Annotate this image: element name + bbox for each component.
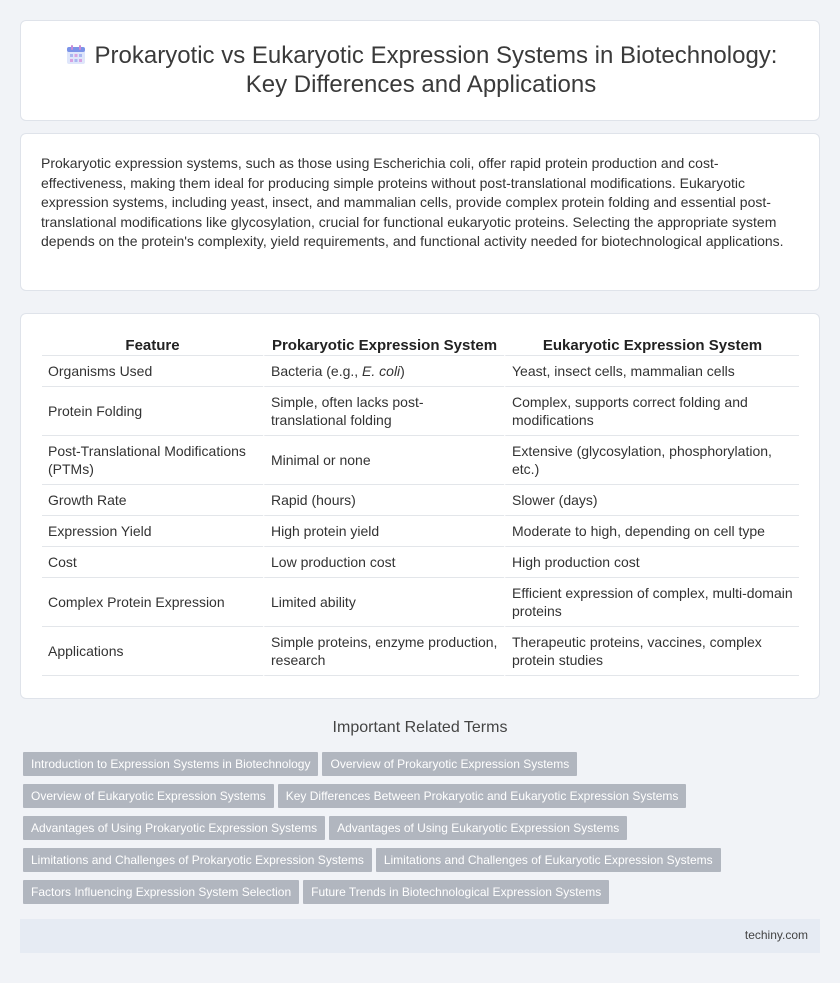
comparison-table [42, 334, 799, 676]
table-row [42, 485, 799, 516]
related-term-tag[interactable]: Limitations and Challenges of Eukaryotic Expression Systems [376, 848, 721, 872]
header-feature: Feature [42, 334, 263, 356]
feature-cell: Organisms Used [42, 356, 263, 387]
eukaryotic-cell: Efficient expression of complex, multi-domain proteins [504, 578, 799, 627]
related-terms-list [23, 752, 783, 912]
organism-name: E. coli [362, 363, 401, 379]
prokaryotic-text-end: ) [400, 363, 405, 379]
eukaryotic-cell: High production cost [504, 547, 799, 578]
footer-site-link[interactable]: techiny.com [744, 928, 808, 942]
intro-paragraph: Prokaryotic expression systems, such as those using Escherichia coli, offer rapid protein production and cost-effectiveness, making them ideal for producing simple proteins without post-translational modifications. Eukaryotic expression systems, including yeast, insect, and mammalian cells, provide complex protein folding and essential post-translational modifications like glycosylation, crucial for functional eukaryotic proteins. Selecting the appropriate system depends on the protein's complexity, yield requirements, and functional activity needed for biotechnological applications. [41, 155, 784, 249]
prokaryotic-cell: Limited ability [263, 578, 504, 627]
related-term-tag[interactable]: Key Differences Between Prokaryotic and Eukaryotic Expression Systems [278, 784, 687, 808]
prokaryotic-cell: Rapid (hours) [263, 485, 504, 516]
related-term-tag[interactable]: Advantages of Using Prokaryotic Expression Systems [23, 816, 325, 840]
eukaryotic-cell: Therapeutic proteins, vaccines, complex protein studies [504, 627, 799, 676]
feature-cell: Complex Protein Expression [42, 578, 263, 627]
prokaryotic-cell: High protein yield [263, 516, 504, 547]
related-term-tag[interactable]: Future Trends in Biotechnological Expression Systems [303, 880, 609, 904]
related-term-tag[interactable]: Factors Influencing Expression System Selection [23, 880, 299, 904]
prokaryotic-text: Bacteria (e.g., [271, 363, 363, 379]
calendar-icon [65, 44, 87, 66]
table-row [42, 436, 799, 485]
intro-card [20, 133, 820, 291]
header-prokaryotic: Prokaryotic Expression System [263, 334, 504, 356]
related-terms-heading: Important Related Terms [332, 719, 508, 736]
comparison-card [20, 313, 820, 699]
prokaryotic-cell: Simple proteins, enzyme production, research [263, 627, 504, 676]
footer [20, 919, 820, 953]
table-header-row [42, 334, 799, 356]
eukaryotic-cell: Extensive (glycosylation, phosphorylation, etc.) [504, 436, 799, 485]
title-line-1: Prokaryotic vs Eukaryotic Expression Systems in Biotechnology: [94, 42, 778, 69]
header-eukaryotic: Eukaryotic Expression System [504, 334, 799, 356]
related-term-tag[interactable]: Overview of Prokaryotic Expression Systems [322, 752, 577, 776]
table-row [42, 516, 799, 547]
feature-cell: Protein Folding [42, 387, 263, 436]
feature-cell: Growth Rate [42, 485, 263, 516]
eukaryotic-cell: Slower (days) [504, 485, 799, 516]
related-term-tag[interactable]: Overview of Eukaryotic Expression Systems [23, 784, 274, 808]
page-title [21, 41, 821, 99]
table-row [42, 387, 799, 436]
related-term-tag[interactable]: Limitations and Challenges of Prokaryotic Expression Systems [23, 848, 372, 872]
header-card [20, 20, 820, 121]
eukaryotic-cell: Yeast, insect cells, mammalian cells [504, 356, 799, 387]
table-row [42, 356, 799, 387]
related-term-tag[interactable]: Introduction to Expression Systems in Biotechnology [23, 752, 318, 776]
prokaryotic-cell: Simple, often lacks post-translational folding [263, 387, 504, 436]
feature-cell: Post-Translational Modifications (PTMs) [42, 436, 263, 485]
title-line-2: Key Differences and Applications [245, 71, 597, 98]
feature-cell: Expression Yield [42, 516, 263, 547]
table-row [42, 627, 799, 676]
prokaryotic-cell: Minimal or none [263, 436, 504, 485]
eukaryotic-cell: Moderate to high, depending on cell type [504, 516, 799, 547]
feature-cell: Applications [42, 627, 263, 676]
prokaryotic-cell [263, 356, 504, 387]
related-term-tag[interactable]: Advantages of Using Eukaryotic Expression Systems [329, 816, 627, 840]
feature-cell: Cost [42, 547, 263, 578]
table-row [42, 578, 799, 627]
prokaryotic-cell: Low production cost [263, 547, 504, 578]
eukaryotic-cell: Complex, supports correct folding and modifications [504, 387, 799, 436]
table-row [42, 547, 799, 578]
